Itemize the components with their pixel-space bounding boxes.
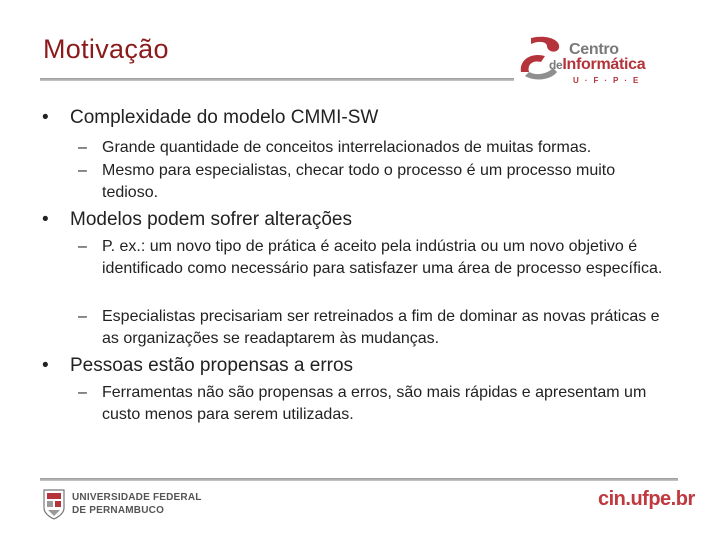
bullet-item — [42, 209, 680, 231]
dash-marker: – — [78, 384, 87, 401]
sub-item-text: Grande quantidade de conceitos interrelacionados de muitas formas. — [102, 139, 592, 156]
logo-line1: Centro — [569, 41, 619, 58]
title-underline — [40, 78, 514, 81]
sub-item-text: Ferramentas não são propensas a erros, são mais rápidas e apresentam um custo menos para serem utilizadas. — [102, 384, 647, 423]
slide-title: Motivação — [43, 34, 169, 64]
bullet-marker: • — [42, 355, 49, 376]
sub-item — [78, 236, 672, 279]
site-url[interactable]: cin.ufpe.br — [598, 488, 695, 510]
sub-item-text: Mesmo para especialistas, checar todo o processo é um processo muito tedioso. — [102, 162, 616, 201]
cin-logo — [517, 34, 687, 86]
sub-item — [78, 306, 672, 349]
logo-line2-prefix: de — [549, 58, 563, 72]
dash-marker: – — [78, 139, 87, 156]
sub-item — [78, 160, 672, 203]
dash-marker: – — [78, 162, 87, 179]
sub-item-text: P. ex.: um novo tipo de prática é aceito pela indústria ou um novo objetivo é identificado como necessário para satisfazer uma área de processo específica. — [102, 238, 663, 277]
logo-ufpe: U·F·P·E — [573, 76, 645, 85]
ufpe-crest-icon — [43, 488, 65, 520]
dash-marker: – — [78, 238, 87, 255]
university-name-line2: DE PERNAMBUCO — [72, 505, 165, 516]
sub-item-text: Especialistas precisariam ser retreinados a fim de dominar as novas práticas e as organizações se readaptarem às mudanças. — [102, 308, 660, 347]
university-name-line1: UNIVERSIDADE FEDERAL — [72, 492, 202, 503]
logo-line2-main: Informática — [562, 56, 646, 73]
bullet-text: Pessoas estão propensas a erros — [70, 355, 354, 376]
bullet-item — [42, 107, 680, 129]
university-name — [72, 491, 202, 517]
sub-item — [78, 382, 672, 425]
logo-line2 — [549, 56, 645, 74]
dash-marker: – — [78, 308, 87, 325]
bullet-text: Complexidade do modelo CMMI-SW — [70, 107, 379, 128]
bullet-marker: • — [42, 107, 49, 128]
bullet-marker: • — [42, 209, 49, 230]
bullet-item — [42, 355, 680, 377]
sub-item — [78, 137, 672, 159]
footer-divider — [40, 478, 678, 481]
bullet-text: Modelos podem sofrer alterações — [70, 209, 352, 230]
